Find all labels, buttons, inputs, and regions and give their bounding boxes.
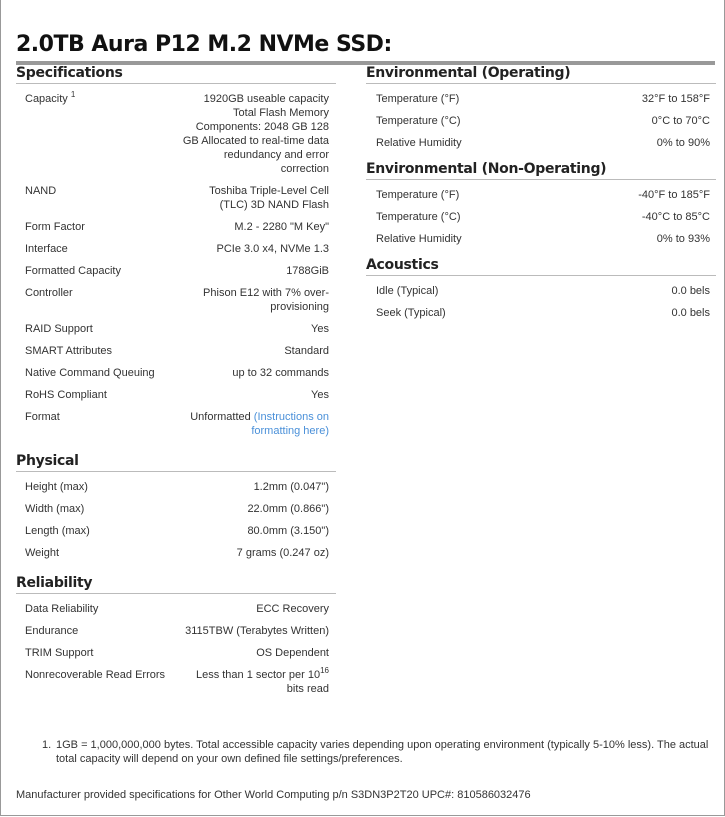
spec-rows xyxy=(366,84,716,150)
spec-label xyxy=(25,480,88,494)
spec-value xyxy=(642,92,710,106)
spec-value xyxy=(254,480,329,494)
spec-row xyxy=(16,92,336,176)
spec-label-text: Weight xyxy=(25,547,60,559)
section-heading: Reliability xyxy=(16,574,336,594)
spec-value xyxy=(179,410,329,438)
spec-rows xyxy=(16,472,336,560)
spec-value xyxy=(237,546,329,560)
spec-value-text: PCIe 3.0 x4, NVMe 1.3 xyxy=(216,243,329,255)
spec-label xyxy=(376,232,462,246)
spec-value-text: 7 grams (0.247 oz) xyxy=(236,547,329,559)
spec-label xyxy=(25,602,98,616)
spec-row xyxy=(16,242,336,256)
spec-rows xyxy=(16,594,336,696)
spec-row xyxy=(366,188,716,202)
spec-value-text: -40°C to 85°C xyxy=(641,211,710,223)
spec-section xyxy=(16,574,336,696)
spec-row xyxy=(16,388,336,402)
spec-value xyxy=(671,284,710,298)
spec-section xyxy=(366,64,716,150)
spec-value xyxy=(247,524,329,538)
spec-label-text: Temperature (°C) xyxy=(376,211,461,223)
spec-label xyxy=(25,184,56,212)
spec-label xyxy=(25,242,68,256)
spec-value-text: OS Dependent xyxy=(256,647,329,659)
spec-value xyxy=(652,114,710,128)
spec-value-text: Standard xyxy=(284,345,329,357)
spec-row xyxy=(16,624,336,638)
spec-value xyxy=(311,388,329,402)
spec-row xyxy=(16,344,336,358)
spec-row xyxy=(16,668,336,696)
spec-value-text: bits read xyxy=(286,683,329,695)
spec-label-text: Idle (Typical) xyxy=(376,285,439,297)
spec-label-text: NAND xyxy=(25,185,57,197)
spec-label-text: Controller xyxy=(25,287,73,299)
spec-label-text: Relative Humidity xyxy=(376,233,462,245)
spec-value xyxy=(638,188,710,202)
spec-value-text: -40°F to 185°F xyxy=(638,189,710,201)
spec-section xyxy=(16,64,336,438)
spec-value-text: M.2 - 2280 "M Key" xyxy=(234,221,329,233)
spec-row xyxy=(366,136,716,150)
spec-value-text: ECC Recovery xyxy=(256,603,329,615)
spec-value-text: 1788GiB xyxy=(286,265,329,277)
spec-value-text: Phison E12 with 7% over-provisioning xyxy=(203,287,329,313)
manufacturer-note: Manufacturer provided specifications for Other World Computing p/n S3DN3P2T20 UPC#: 810586032476 xyxy=(16,789,531,801)
spec-value-text: Unformatted xyxy=(190,411,251,423)
footnote-text: 1GB = 1,000,000,000 bytes. Total accessible capacity varies depending upon operating environment (typically 5-10% less). The actual total capacity will depend on your own defined file settings/preferences. xyxy=(56,739,709,765)
spec-value xyxy=(179,286,329,314)
spec-label-text: Capacity xyxy=(25,93,68,105)
spec-value xyxy=(256,602,329,616)
spec-label xyxy=(25,410,60,438)
spec-value xyxy=(196,668,329,696)
spec-value-text: 0.0 bels xyxy=(671,285,710,297)
spec-value-text: 0% to 90% xyxy=(656,137,710,149)
spec-label xyxy=(376,114,460,128)
spec-section xyxy=(366,256,716,320)
spec-label-text: Form Factor xyxy=(25,221,85,233)
spec-row xyxy=(366,114,716,128)
spec-row xyxy=(16,524,336,538)
spec-label xyxy=(25,92,75,176)
spec-row xyxy=(366,92,716,106)
spec-label-text: Data Reliability xyxy=(25,603,99,615)
spec-value-text: 0% to 93% xyxy=(656,233,710,245)
spec-row xyxy=(366,284,716,298)
spec-label-text: Format xyxy=(25,411,60,423)
section-heading: Specifications xyxy=(16,64,336,84)
section-heading: Environmental (Non-Operating) xyxy=(366,160,716,180)
section-heading: Environmental (Operating) xyxy=(366,64,716,84)
footnote xyxy=(28,738,713,766)
page-title: 2.0TB Aura P12 M.2 NVMe SSD: xyxy=(16,31,715,65)
spec-value xyxy=(217,242,330,256)
spec-value xyxy=(311,322,329,336)
spec-section xyxy=(366,160,716,246)
spec-value-text: up to 32 commands xyxy=(232,367,329,379)
spec-row xyxy=(16,220,336,234)
spec-label xyxy=(25,264,121,278)
spec-label-text: Formatted Capacity xyxy=(25,265,121,277)
spec-value xyxy=(185,624,329,638)
spec-label xyxy=(25,546,59,560)
spec-label-text: Height (max) xyxy=(25,481,88,493)
spec-label-text: Temperature (°F) xyxy=(376,189,460,201)
spec-label xyxy=(25,502,84,516)
spec-row xyxy=(16,322,336,336)
spec-label-text: Temperature (°F) xyxy=(376,93,460,105)
section-heading: Physical xyxy=(16,452,336,472)
spec-value xyxy=(179,184,329,212)
spec-label xyxy=(376,188,459,202)
spec-label xyxy=(376,284,438,298)
spec-label-text: Length (max) xyxy=(25,525,90,537)
spec-label-text: SMART Attributes xyxy=(25,345,113,357)
spec-label xyxy=(25,524,90,538)
spec-value-text: 3115TBW (Terabytes Written) xyxy=(185,625,329,637)
section-heading: Acoustics xyxy=(366,256,716,276)
spec-value xyxy=(286,264,329,278)
spec-rows xyxy=(366,276,716,320)
spec-row xyxy=(366,232,716,246)
spec-label-text: Seek (Typical) xyxy=(376,307,446,319)
spec-row xyxy=(16,410,336,438)
spec-value-text: 1.2mm (0.047") xyxy=(253,481,329,493)
spec-label xyxy=(25,388,107,402)
spec-value-text: 80.0mm (3.150") xyxy=(247,525,329,537)
footnote-number: 1. xyxy=(42,739,52,751)
spec-label-text: Endurance xyxy=(25,625,79,637)
spec-value xyxy=(671,306,710,320)
spec-label-text: Native Command Queuing xyxy=(25,367,155,379)
spec-row xyxy=(366,210,716,224)
spec-label xyxy=(376,306,446,320)
spec-label xyxy=(25,286,73,314)
spec-label-text: Interface xyxy=(25,243,68,255)
spec-value-text: 1920GB useable capacity Total Flash Memory Components: 2048 GB 128 GB Allocated to real-time data redundancy and error correction xyxy=(182,93,329,175)
spec-value-text: Yes xyxy=(311,389,329,401)
right-column xyxy=(366,64,716,330)
spec-row xyxy=(16,646,336,660)
spec-value xyxy=(657,136,710,150)
formatting-instructions-link[interactable]: (Instructions on formatting here) xyxy=(251,411,329,437)
spec-label xyxy=(376,92,459,106)
spec-row xyxy=(16,264,336,278)
spec-value xyxy=(284,344,329,358)
spec-label xyxy=(25,322,93,336)
spec-label-text: Width (max) xyxy=(25,503,85,515)
spec-row xyxy=(16,546,336,560)
spec-label xyxy=(376,210,460,224)
spec-rows xyxy=(16,84,336,438)
spec-value xyxy=(232,366,329,380)
spec-row xyxy=(16,366,336,380)
spec-label xyxy=(25,624,78,638)
spec-row xyxy=(16,286,336,314)
spec-value-text: 22.0mm (0.866") xyxy=(247,503,329,515)
spec-label-text: Relative Humidity xyxy=(376,137,462,149)
spec-value-text: 0.0 bels xyxy=(671,307,710,319)
spec-label-text: Temperature (°C) xyxy=(376,115,461,127)
spec-row xyxy=(366,306,716,320)
spec-value xyxy=(179,92,329,176)
spec-label-text: RAID Support xyxy=(25,323,93,335)
spec-section xyxy=(16,452,336,560)
spec-rows xyxy=(366,180,716,246)
spec-value xyxy=(247,502,329,516)
spec-row xyxy=(16,502,336,516)
spec-label-text: Nonrecoverable Read Errors xyxy=(25,669,166,681)
exponent: 16 xyxy=(320,666,329,675)
spec-value-text: Toshiba Triple-Level Cell (TLC) 3D NAND Flash xyxy=(209,185,329,211)
left-column xyxy=(16,64,336,710)
spec-row xyxy=(16,184,336,212)
spec-label xyxy=(25,366,155,380)
spec-label-text: TRIM Support xyxy=(25,647,94,659)
spec-value xyxy=(642,210,710,224)
spec-label xyxy=(25,220,85,234)
spec-label xyxy=(25,668,165,696)
spec-value-text: Less than 1 sector per 10 xyxy=(195,669,321,681)
spec-value-text: 0°C to 70°C xyxy=(651,115,710,127)
spec-value-text: Yes xyxy=(311,323,329,335)
spec-value xyxy=(256,646,329,660)
spec-value xyxy=(234,220,329,234)
footnote-ref: 1 xyxy=(70,90,76,99)
spec-row xyxy=(16,480,336,494)
spec-label xyxy=(25,344,112,358)
spec-value-text: 32°F to 158°F xyxy=(641,93,710,105)
spec-label xyxy=(376,136,462,150)
spec-label xyxy=(25,646,93,660)
spec-row xyxy=(16,602,336,616)
spec-value xyxy=(657,232,710,246)
spec-label-text: RoHS Compliant xyxy=(25,389,107,401)
